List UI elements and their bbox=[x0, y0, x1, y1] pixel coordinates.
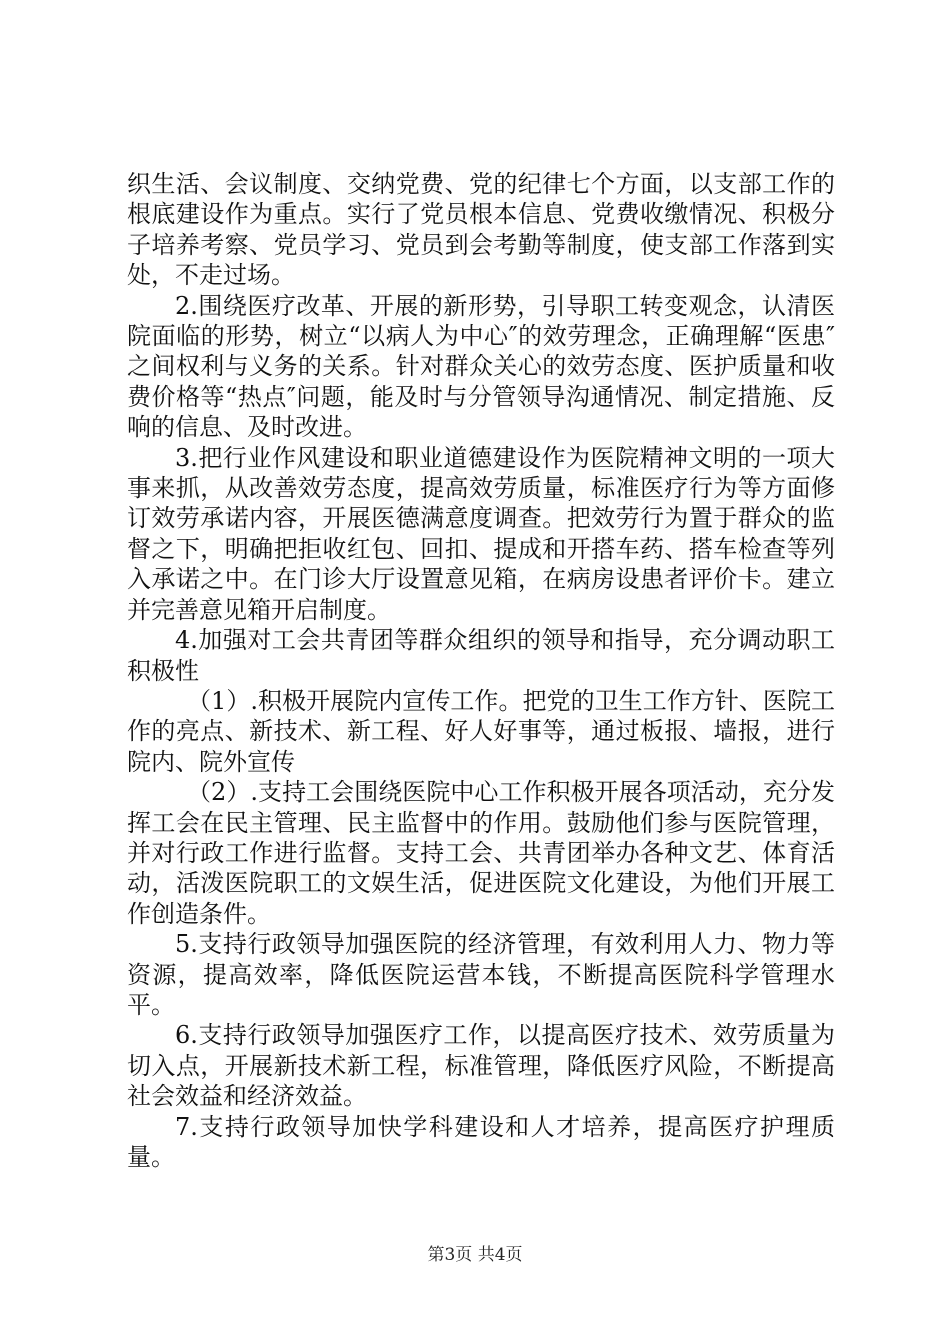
paragraph-subitem-1: （1）.积极开展院内宣传工作。把党的卫生工作方针、医院工作的亮点、新技术、新工程、好人好事等，通过板报、墙报，进行院内、院外宣传 bbox=[127, 686, 835, 776]
paragraph-item-2: 2.围绕医疗改革、开展的新形势，引导职工转变观念，认清医院面临的形势，树立“以病人为中心″的效劳理念，正确理解“医患″之间权利与义务的关系。针对群众关心的效劳态度、医护质量和收费价格等“热点″问题，能及时与分管领导沟通情况、制定措施、反响的信息、及时改进。 bbox=[127, 291, 835, 442]
paragraph-item-5: 5.支持行政领导加强医院的经济管理，有效利用人力、物力等资源，提高效率，降低医院运营本钱，不断提高医院科学管理水平。 bbox=[127, 930, 835, 1019]
paragraph-item-6: 6.支持行政领导加强医疗工作，以提高医疗技术、效劳质量为切入点，开展新技术新工程，标准管理，降低医疗风险，不断提高社会效益和经济效益。 bbox=[127, 1021, 835, 1111]
paragraph-item-3: 3.把行业作风建设和职业道德建设作为医院精神文明的一项大事来抓，从改善效劳态度，提高效劳质量，标准医疗行为等方面修订效劳承诺内容，开展医德满意度调查。把效劳行为置于群众的监督之下，明确把拒收红包、回扣、提成和开搭车药、搭车检查等列入承诺之中。在门诊大厅设置意见箱，在病房设患者评价卡。建立并完善意见箱开启制度。 bbox=[127, 443, 835, 624]
paragraph-item-7: 7.支持行政领导加快学科建设和人才培养，提高医疗护理质量。 bbox=[127, 1112, 835, 1171]
paragraph-subitem-2: （2）.支持工会围绕医院中心工作积极开展各项活动，充分发挥工会在民主管理、民主监督中的作用。鼓励他们参与医院管理，并对行政工作进行监督。支持工会、共青团举办各种文艺、体育活动，活泼医院职工的文娱生活，促进医院文化建设，为他们开展工作创造条件。 bbox=[127, 778, 835, 928]
paragraph-continued: 织生活、会议制度、交纳党费、党的纪律七个方面，以支部工作的根底建设作为重点。实行了党员根本信息、党费收缴情况、积极分子培养考察、党员学习、党员到会考勤等制度，使支部工作落到实处，不走过场。 bbox=[127, 170, 835, 290]
document-body bbox=[127, 169, 835, 1172]
paragraph-item-4: 4.加强对工会共青团等群众组织的领导和指导，充分调动职工积极性 bbox=[127, 626, 835, 685]
page-number-footer: 第3页 共4页 bbox=[427, 1245, 523, 1265]
